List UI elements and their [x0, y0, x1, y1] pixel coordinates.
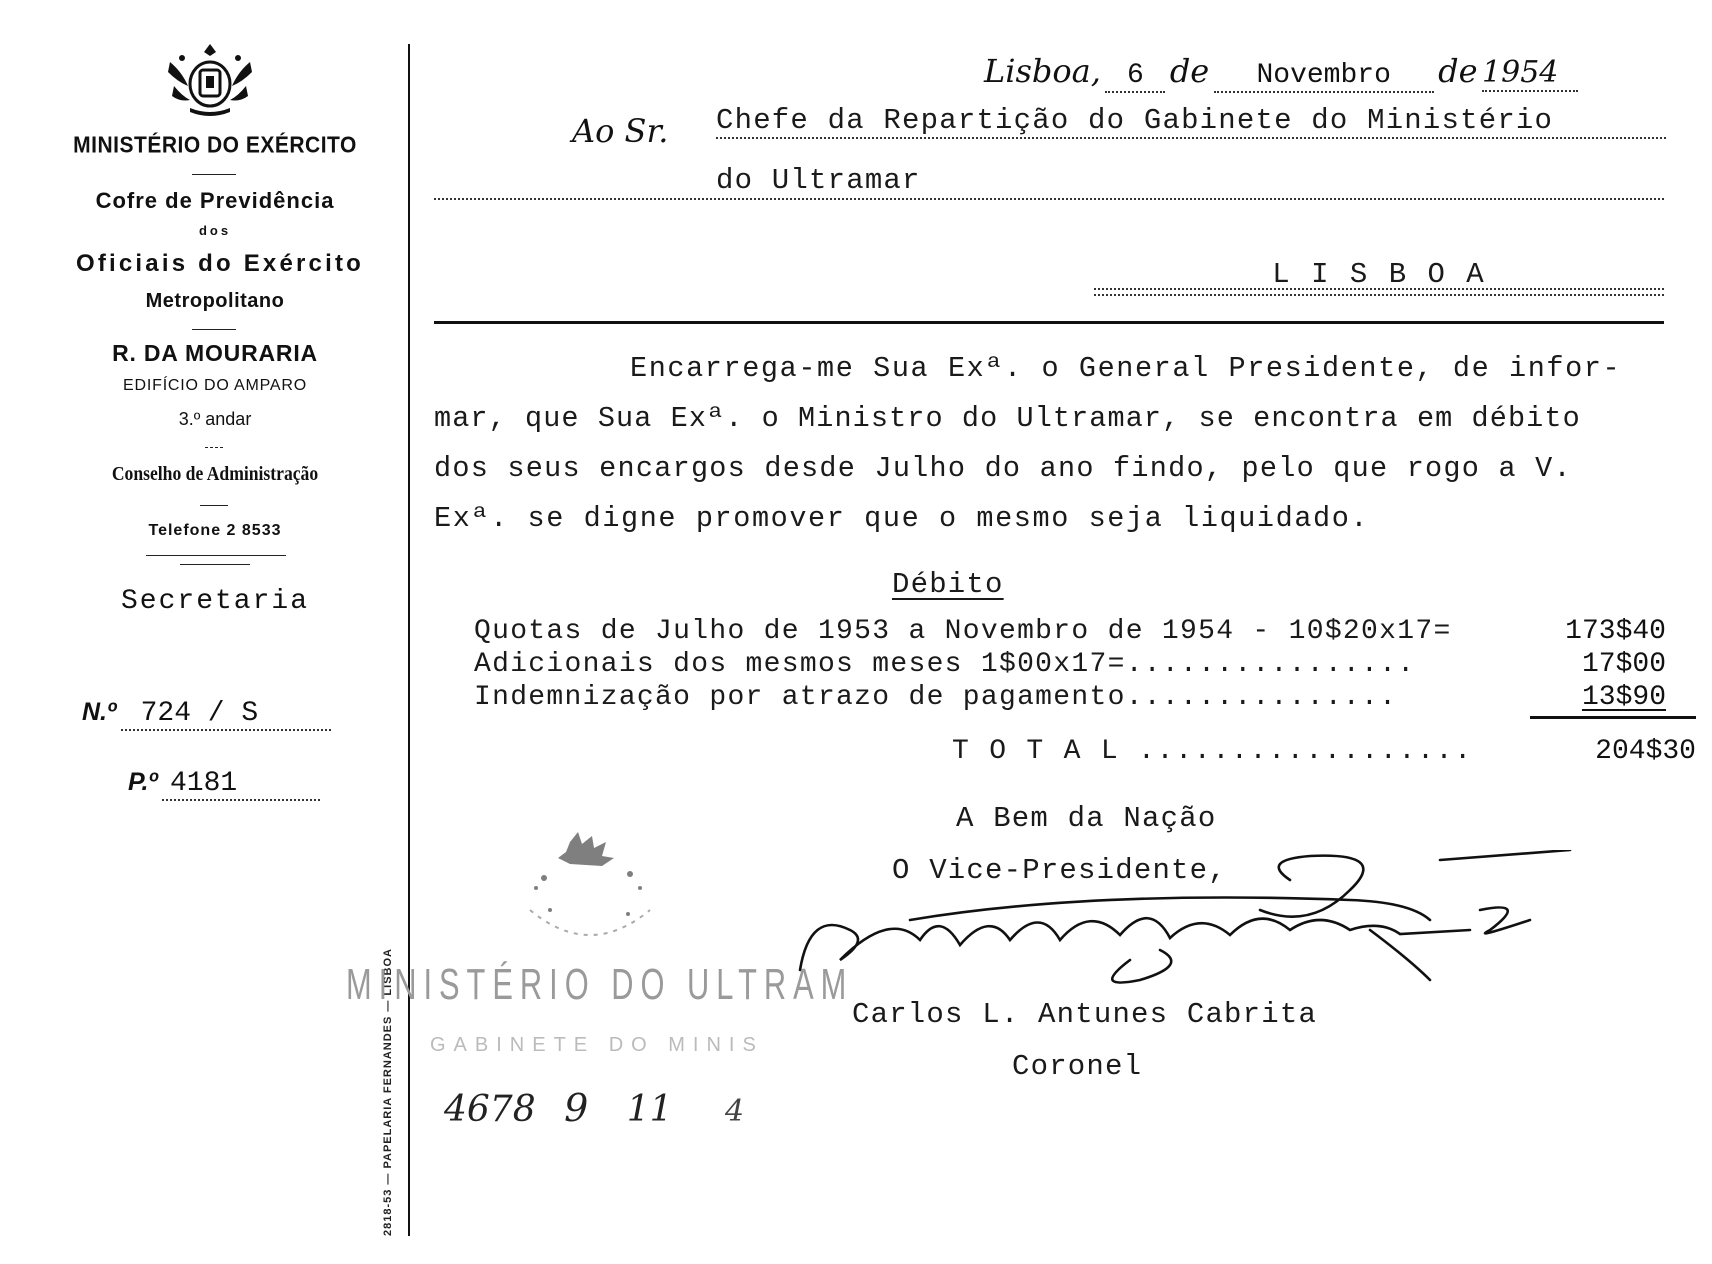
destination-underline	[1094, 294, 1664, 296]
stamp-date-year: 4	[724, 1094, 745, 1129]
handwritten-signature	[790, 850, 1590, 990]
stamp-office-name: GABINETE DO MINIS	[430, 1034, 764, 1056]
org-name-line1: Cofre de Previdência	[95, 188, 335, 213]
body-line: Exª. se digne promover que o mesmo seja liquidado.	[434, 502, 1370, 535]
street-address: R. DA MOURARIA	[112, 340, 318, 366]
reference-number	[82, 698, 352, 731]
stamp-date-month: 11	[626, 1089, 673, 1130]
body-line: Encarrega-me Sua Exª. o General Presidente, de infor-	[630, 352, 1622, 385]
item-description: Adicionais dos mesmos meses 1$00x17=................	[474, 649, 1416, 680]
signer-rank: Coronel	[1012, 1050, 1143, 1083]
letterhead-divider	[408, 44, 410, 1236]
table-row	[474, 649, 1694, 682]
closing-salute: A Bem da Nação	[956, 802, 1217, 835]
building-name: EDIFÍCIO DO AMPARO	[123, 377, 307, 394]
divider	[180, 564, 250, 565]
item-amount: 13$90	[1581, 682, 1666, 713]
date-day: 6	[1105, 60, 1165, 93]
salutation: Ao Sr.	[572, 112, 669, 150]
date-de: de	[1169, 52, 1210, 90]
process-value: 4181	[162, 768, 320, 801]
body-paragraph	[434, 352, 1694, 552]
divider	[192, 329, 236, 330]
divider	[205, 447, 223, 448]
header-rule	[434, 321, 1664, 324]
item-description: Indemnização por atrazo de pagamento...............	[474, 682, 1398, 713]
date-month: Novembro	[1214, 60, 1434, 93]
date-year: 1954	[1482, 55, 1578, 92]
ministry-name: MINISTÉRIO DO EXÉRCITO	[73, 132, 357, 159]
total-label: T O T A L ..................	[952, 736, 1473, 767]
destination-underline	[1094, 288, 1664, 290]
debit-heading: Débito	[892, 568, 1004, 601]
number-label: N.º	[82, 698, 117, 726]
date-de: de	[1438, 52, 1478, 90]
council-name: Conselho de Administração	[111, 463, 319, 485]
divider	[192, 174, 236, 175]
item-amount: 173$40	[1565, 616, 1666, 647]
debit-table	[474, 616, 1694, 715]
recipient-line2-rule	[434, 170, 1664, 200]
process-label: P.º	[128, 768, 158, 796]
process-number	[128, 768, 328, 801]
subtotal-rule	[1530, 716, 1696, 719]
number-value: 724 / S	[121, 698, 331, 731]
stamp-ministry-name: MINISTÉRIO DO ULTRAM	[346, 960, 854, 1009]
body-line: dos seus encargos desde Julho do ano findo, pelo que rogo a V.	[434, 452, 1572, 485]
printer-imprint: 2818-53 — PAPELARIA FERNANDES — LISBOA	[382, 948, 394, 1236]
stamp-registry-line	[444, 1086, 844, 1130]
table-row	[474, 682, 1694, 715]
date-city: Lisboa,	[984, 52, 1101, 90]
date-line	[984, 52, 1664, 93]
recipient-line1: Chefe da Repartição do Gabinete do Ministério	[716, 104, 1666, 139]
total-amount: 204$30	[1595, 736, 1696, 767]
stamp-registry-number: 4678	[444, 1089, 536, 1130]
table-row	[474, 616, 1694, 649]
signer-name: Carlos L. Antunes Cabrita	[852, 998, 1318, 1031]
item-description: Quotas de Julho de 1953 a Novembro de 1954 - 10$20x17=	[474, 616, 1452, 647]
org-name-line4: Metropolitano	[145, 290, 285, 312]
department-name: Secretaria	[120, 586, 310, 617]
divider	[146, 555, 286, 556]
signer-role: O Vice-Presidente,	[892, 854, 1227, 887]
stamp-date-day: 9	[564, 1086, 589, 1130]
body-line: mar, que Sua Exª. o Ministro do Ultramar, se encontra em débito	[434, 402, 1581, 435]
floor-number: 3.º andar	[178, 409, 252, 429]
recipient-line2: do Ultramar	[716, 164, 921, 197]
org-name-line2: dos	[198, 223, 232, 238]
telephone-number: Telefone 2 8533	[148, 522, 282, 539]
destination-city: L I S B O A	[1272, 258, 1486, 291]
divider	[200, 505, 228, 506]
ministry-seal-stamp	[510, 830, 670, 950]
coat-of-arms-emblem	[160, 42, 260, 122]
item-amount: 17$00	[1581, 649, 1666, 680]
org-name-line3: Oficiais do Exército	[75, 250, 365, 277]
